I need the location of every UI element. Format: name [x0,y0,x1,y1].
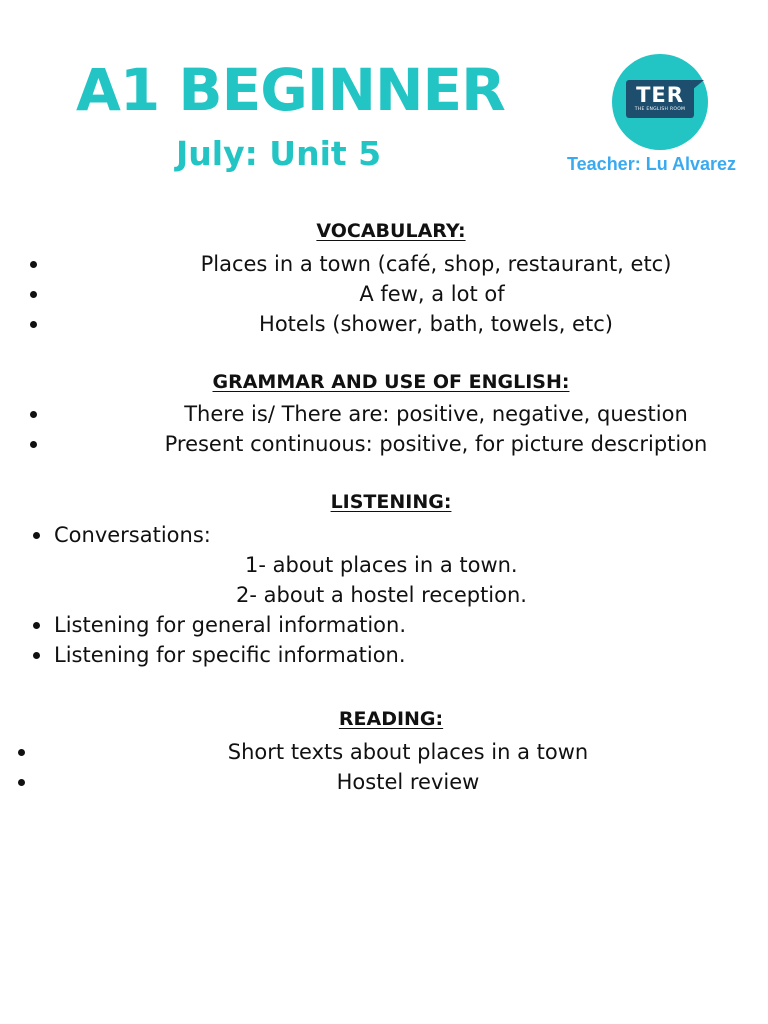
logo-text: TER [636,83,684,107]
vocabulary-item: Places in a town (café, shop, restaurant, etc) [200,252,672,276]
vocabulary-item: Hotels (shower, bath, towels, etc) [259,312,613,336]
listening-subitem: 1- about places in a town. [245,553,518,577]
speech-bubble-icon [626,80,694,118]
grammar-item: There is/ There are: positive, negative, question [184,402,688,426]
vocabulary-heading: VOCABULARY: [316,220,466,242]
logo-subtext: THE ENGLISH ROOM [634,107,686,112]
reading-item: Hostel review [336,770,480,794]
listening-heading: LISTENING: [330,491,452,513]
vocabulary-item: A few, a lot of [359,282,505,306]
listening-item: Listening for general information. [54,613,407,637]
level-title: A1 BEGINNER [76,56,505,124]
listening-subitem: 2- about a hostel reception. [236,583,527,607]
bullet-icon [33,520,45,550]
reading-heading: READING: [338,708,444,730]
grammar-heading: GRAMMAR AND USE OF ENGLISH: [212,371,570,393]
teacher-name: Teacher: Lu Alvarez [567,154,737,174]
school-logo [612,54,708,150]
bullet-icon [33,610,45,640]
grammar-item: Present continuous: positive, for picture description [164,432,708,456]
unit-title: July: Unit 5 [176,134,382,173]
listening-item: Listening for specific information. [54,643,406,667]
listening-item: Conversations: [54,523,211,547]
reading-item: Short texts about places in a town [227,740,589,764]
bullet-icon [33,640,45,670]
